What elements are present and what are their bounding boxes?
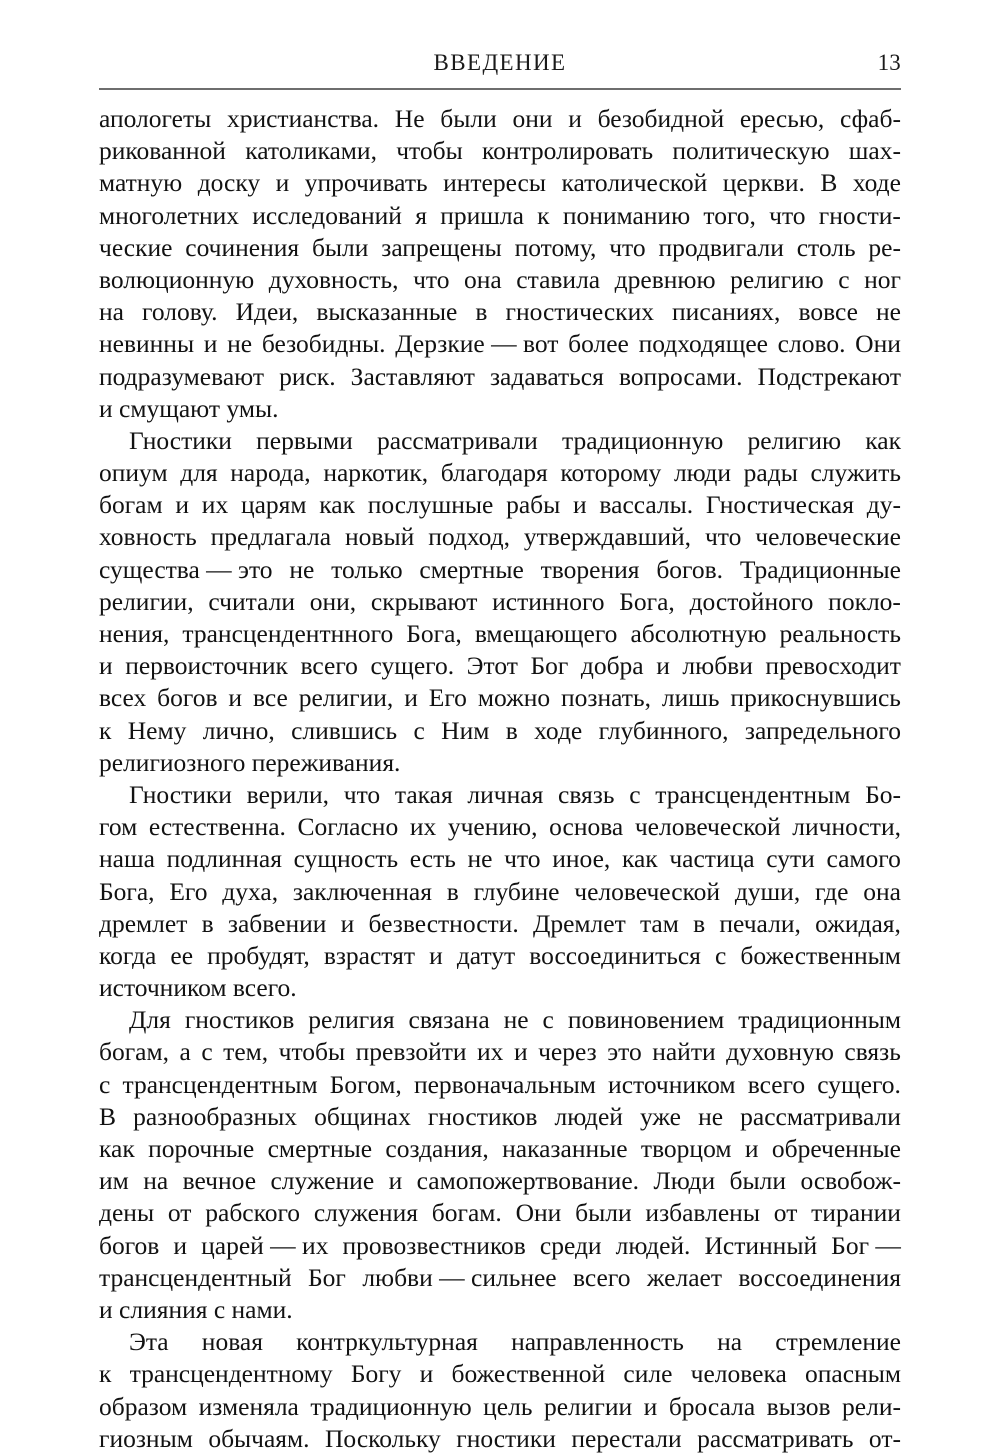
text-line: наша подлинная сущность есть не что иное, как частица сути самого [99,844,901,874]
running-head-title: ВВЕДЕНИЕ [433,50,567,75]
text-line: гом естественна. Согласно их учению, основа человеческой личности, [99,812,901,842]
text-line: источником всего. [99,973,297,1003]
text-line: В разнообразных общинах гностиков людей уже не рассматривали [99,1101,901,1131]
paragraph [99,425,901,779]
running-head [99,50,901,84]
text-line: нения, трансцендентнного Бога, вмещающего абсолютную реальность [99,619,901,648]
text-line: им на вечное служение и самопожертвование. Люди были освобож- [99,1166,901,1196]
text-line: религиозного переживания. [99,747,401,777]
text-line: Гностики первыми рассматривали традиционную религию как [129,425,901,455]
text-line: на голову. Идеи, высказанные в гностических писаниях, вовсе не [99,297,901,327]
text-line: рикованной католиками, чтобы контролировать политическую шах- [99,136,901,166]
text-line: невинны и не безобидны. Дерзкие — вот более подходящее слово. Они [99,329,901,359]
running-head-rule [99,88,901,90]
text-line: существа — это не только смертные творения богов. Традиционные [99,554,901,584]
page-number: 13 [877,50,901,75]
paragraph [99,1004,901,1326]
text-line: богам и их царям как послушные рабы и вассалы. Гностическая ду- [99,490,901,520]
text-line: и смущают умы. [99,393,279,423]
text-line: трансцендентный Бог любви — сильнее всего желает воссоединения [99,1262,901,1292]
text-line: когда ее пробудят, взрастят и датут воссоединиться с божественным [99,940,901,970]
text-line: Для гностиков религия связана не с повиновением традиционным [129,1005,901,1035]
paragraph [99,103,901,425]
text-line: Гностики верили, что такая личная связь с трансцендентным Бо- [129,779,901,809]
text-line: к трансцендентному Богу и божественной силе человека опасным [99,1359,901,1389]
text-line: Эта новая контркультурная направленность на стремление [129,1327,901,1357]
text-line: ховность предлагала новый подход, утверждавший, что человеческие [99,522,901,552]
body-text [99,103,901,1455]
text-line: ческие сочинения были запрещены потому, что продвигали столь ре- [99,232,901,262]
text-line: к Нему лично, слившись с Ним в ходе глубинного, запредельного [99,715,901,745]
text-line: дремлет в забвении и безвестности. Дремлет там в печали, ожидая, [99,908,901,938]
text-line: дены от рабского служения богам. Они были избавлены от тирании [99,1198,901,1228]
text-line: образом изменяла традиционную цель религии и бросала вызов рели- [99,1391,901,1421]
text-line: и первоисточник всего сущего. Этот Бог добра и любви превосходит [99,651,901,681]
text-line: опиум для народа, наркотик, благодаря которому люди рады служить [99,458,901,488]
text-line: религии, считали они, скрывают истинного Бога, достойного покло- [99,586,901,616]
text-line: как порочные смертные создания, наказанные творцом и обреченные [99,1134,901,1163]
text-line: Бога, Его духа, заключенная в глубине человеческой души, где она [99,876,901,906]
paragraph [99,1326,901,1455]
text-line: гиозным обычаям. Поскольку гностики перестали рассматривать от- [99,1423,901,1453]
text-line: с трансцендентным Богом, первоначальным источником всего сущего. [99,1069,901,1099]
text-line: многолетних исследований я пришла к пониманию того, что гности- [99,200,901,230]
text-line: богам, а с тем, чтобы превзойти их и через это найти духовную связь [99,1037,901,1067]
text-line: матную доску и упрочивать интересы католической церкви. В ходе [99,168,901,198]
text-line: волюционную духовность, что она ставила древнюю религию с ног [99,264,901,294]
text-line: и слияния с нами. [99,1294,293,1324]
text-line: богов и царей — их провозвестников среди людей. Истинный Бог — [99,1230,901,1260]
paragraph [99,779,901,1004]
text-line: подразумевают риск. Заставляют задаваться вопросами. Подстрекают [99,361,901,391]
text-line: всех богов и все религии, и Его можно познать, лишь прикоснувшись [99,683,901,713]
text-line: апологеты христианства. Не были они и безобидной ересью, сфаб- [99,104,901,133]
